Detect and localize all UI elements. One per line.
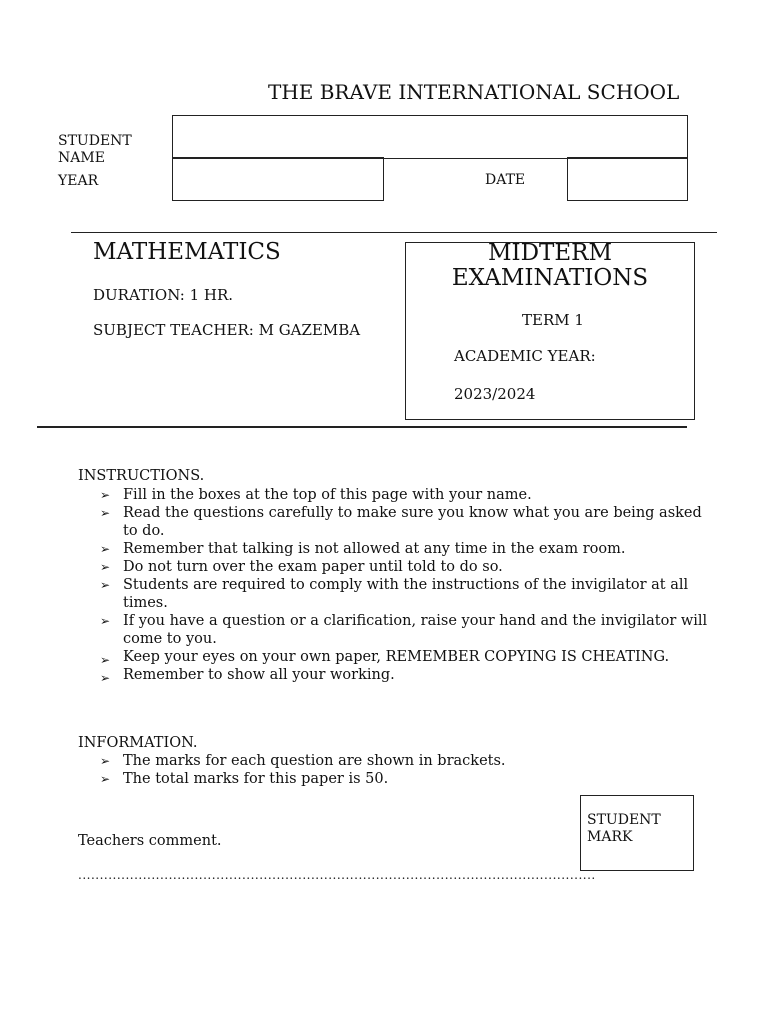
exam-title: MIDTERM EXAMINATIONS (451, 240, 649, 291)
year-field[interactable] (172, 157, 384, 201)
information-list (78, 752, 708, 788)
date-field[interactable] (567, 157, 688, 201)
list-item: ➢ Do not turn over the exam paper until told to do so. (100, 559, 503, 575)
arrow-bullet-icon: ➢ (100, 772, 111, 786)
list-item: ➢ The total marks for this paper is 50. (100, 771, 389, 787)
date-label: DATE (485, 172, 526, 188)
arrow-bullet-icon: ➢ (100, 506, 111, 520)
term: TERM 1 (522, 311, 584, 329)
duration: DURATION: 1 HR. (93, 286, 234, 304)
information-heading: INFORMATION. (78, 735, 198, 751)
student-name-label: STUDENT NAME (58, 133, 132, 166)
instructions-list (78, 486, 708, 684)
arrow-bullet-icon: ➢ (100, 560, 111, 574)
list-item: ➢ If you have a question or a clarification, raise your hand and the invigilator will come to you. (100, 613, 708, 647)
arrow-bullet-icon: ➢ (100, 578, 111, 592)
school-name: THE BRAVE INTERNATIONAL SCHOOL (268, 80, 680, 104)
comment-line[interactable]: ........................................................................................................................ (78, 868, 596, 882)
list-item: ➢ Fill in the boxes at the top of this page with your name. (100, 487, 532, 503)
subject-title: MATHEMATICS (93, 239, 281, 265)
year-label: YEAR (58, 173, 99, 189)
teachers-comment-label: Teachers comment. (78, 833, 222, 849)
arrow-bullet-icon: ➢ (100, 671, 111, 685)
arrow-bullet-icon: ➢ (100, 488, 111, 502)
academic-year-label: ACADEMIC YEAR: (454, 347, 596, 365)
academic-year: 2023/2024 (454, 385, 536, 403)
arrow-bullet-icon: ➢ (100, 754, 111, 768)
student-name-field[interactable] (172, 115, 688, 159)
instructions-heading: INSTRUCTIONS. (78, 468, 205, 484)
subject-teacher: SUBJECT TEACHER: M GAZEMBA (93, 321, 361, 339)
student-mark-label: STUDENT MARK (587, 812, 661, 845)
list-item: ➢ Remember that talking is not allowed at any time in the exam room. (100, 541, 626, 557)
list-item: ➢ The marks for each question are shown in brackets. (100, 753, 506, 769)
divider-top (71, 232, 717, 233)
list-item-working: ➢ Remember to show all your working. (100, 667, 395, 685)
arrow-bullet-icon: ➢ (100, 653, 111, 667)
arrow-bullet-icon: ➢ (100, 542, 111, 556)
list-item: ➢ Read the questions carefully to make sure you know what you are being asked to do. (100, 505, 702, 539)
divider-main (37, 426, 687, 428)
arrow-bullet-icon: ➢ (100, 614, 111, 628)
list-item: ➢ Students are required to comply with the instructions of the invigilator at all times. (100, 577, 689, 611)
list-item-copying: ➢ Keep your eyes on your own paper, REMEMBER COPYING IS CHEATING. (100, 649, 670, 667)
